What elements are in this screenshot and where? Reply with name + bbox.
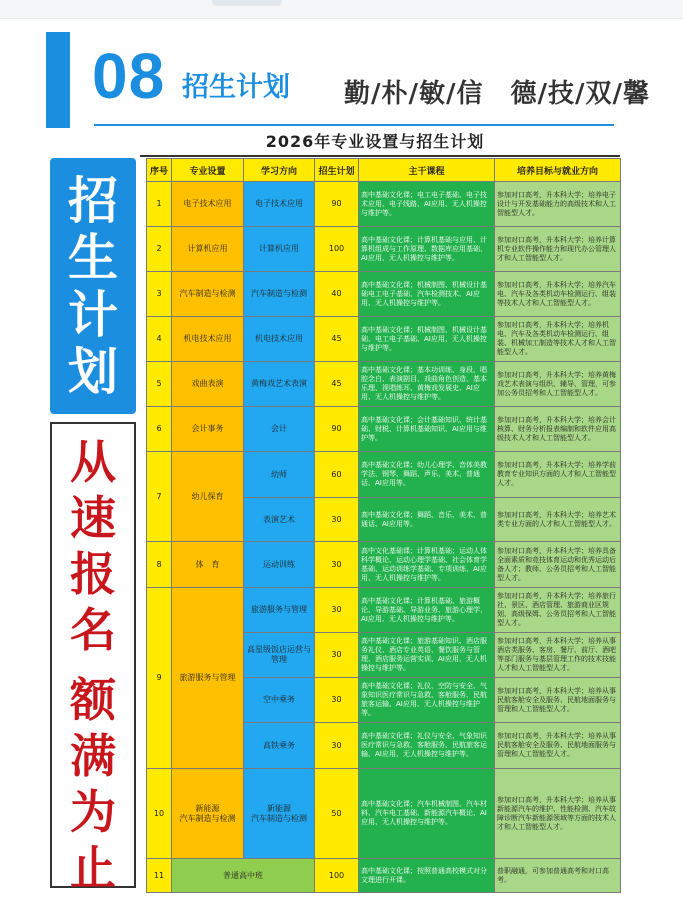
cell-num: 3 bbox=[147, 272, 172, 317]
cell-courses: 高中基础文化课；按照普通高校模式对分文理进行开课。 bbox=[359, 859, 495, 893]
cell-courses: 高中基础文化课；礼仪、空防与安全、气象知识医疗常识与急救、客舱服务、民航旅客运输、AI应用、无人机操控与维护等。 bbox=[359, 678, 495, 723]
table-row bbox=[147, 272, 621, 317]
banner-char: 名 bbox=[70, 603, 116, 657]
cell-courses: 高中基础文化课；礼仪与安全、气象知识医疗常识与急救、客舱服务、民航旅客运输、AI应用、无人机操控与维护等。 bbox=[359, 723, 495, 769]
cell-goals: 参加对口高考，升本科大学；培养黄梅戏艺术表演与组织、辅导、管理，可参加公务员招考和人工智能型人才。 bbox=[495, 362, 621, 407]
cell-major: 机电技术应用 bbox=[172, 317, 244, 362]
cell-goals: 参加对口高考，升本科大学；培养从事酒店类服务、客房、餐厅、前厅、酒吧等部门服务与基层管理工作的技术技能人才和人工智能型人才。 bbox=[495, 633, 621, 678]
section-accent-bar bbox=[46, 32, 70, 128]
section-number: 08 bbox=[92, 40, 166, 112]
banner-char: 止 bbox=[70, 841, 116, 895]
cell-major: 计算机应用 bbox=[172, 227, 244, 272]
cell-direction: 高星级饭店运营与管理 bbox=[244, 633, 315, 678]
cell-goals: 参加对口高考，升本科大学；培养电子设计与开发基础能力的高级技术和人工智能型人才。 bbox=[495, 182, 621, 227]
cell-direction: 黄梅戏艺术表演 bbox=[244, 362, 315, 407]
cell-direction: 新能源 汽车制造与检测 bbox=[244, 769, 315, 859]
cell-plan: 45 bbox=[315, 362, 359, 407]
banner-char: 从 bbox=[70, 435, 116, 489]
cell-plan: 90 bbox=[315, 407, 359, 452]
cell-plan: 30 bbox=[315, 633, 359, 678]
cell-goals: 参加对口高考，升本科大学；培养机电、汽车及各类机动车检测运行、组装、机械加工制造等技术人才和人工智能型人才。 bbox=[495, 317, 621, 362]
cell-courses: 高中基础文化课；基本功训练、身段、唱腔念白、表演剧目、戏曲角色创造、基本乐理、视唱练耳、黄梅戏发展史、AI应用、无人机操控与维护等。 bbox=[359, 362, 495, 407]
banner-char: 生 bbox=[68, 228, 118, 287]
cell-goals: 参加对口高考，升本科大学；培养从事新能源汽车的维护、性能检测、汽车故障诊断汽车新能源领域等方面的技术人才和人工智能型人才。 bbox=[495, 769, 621, 859]
cell-direction: 空中乘务 bbox=[244, 678, 315, 723]
cell-major: 普通高中班 bbox=[172, 859, 315, 893]
cell-plan: 100 bbox=[315, 859, 359, 893]
header-major: 专业设置 bbox=[172, 159, 244, 182]
banner-char: 招 bbox=[68, 171, 118, 230]
table-row bbox=[147, 588, 621, 633]
cell-num: 2 bbox=[147, 227, 172, 272]
banner-char: 报 bbox=[70, 547, 116, 601]
cell-plan: 30 bbox=[315, 542, 359, 588]
table-row bbox=[147, 362, 621, 407]
tab-stub bbox=[212, 0, 282, 6]
header-num: 序号 bbox=[147, 159, 172, 182]
cell-major: 幼儿保育 bbox=[172, 452, 244, 542]
cell-plan: 50 bbox=[315, 769, 359, 859]
header-plan: 招生计划 bbox=[315, 159, 359, 182]
cell-plan: 30 bbox=[315, 678, 359, 723]
cell-goals: 参加对口高考，升本科大学；培养从事民航客舱安全及服务、民航地面服务与管理和人工智能型人才。 bbox=[495, 678, 621, 723]
cell-plan: 60 bbox=[315, 452, 359, 498]
cell-num: 5 bbox=[147, 362, 172, 407]
cell-goals: 参加对口高考，升本科大学；培养旅行社、景区、酒店管理、旅游商业区规划、高级保姆、公务员招考和人工智能型人才。 bbox=[495, 588, 621, 633]
cell-courses: 高中基础文化课；幼儿心理学、音体美教学法、钢琴、舞蹈、声乐、美术、普通话、AI应用等。 bbox=[359, 452, 495, 498]
table-row bbox=[147, 227, 621, 272]
browser-top-strip bbox=[0, 0, 683, 19]
cell-num: 8 bbox=[147, 542, 172, 588]
table-row bbox=[147, 317, 621, 362]
cell-courses: 高中基础文化课；机械制图、机械设计基础电工电子基础、汽车检测技术、AI应用、无人机操控与维护等。 bbox=[359, 272, 495, 317]
cell-major: 新能源 汽车制造与检测 bbox=[172, 769, 244, 859]
table-row bbox=[147, 452, 621, 498]
cell-num: 1 bbox=[147, 182, 172, 227]
cell-goals: 参加对口高考，升本科大学；培养汽车电、汽车及各类机动车检测运行、组装等技术人才和人工智能型人才。 bbox=[495, 272, 621, 317]
header-goals: 培养目标与就业方向 bbox=[495, 159, 621, 182]
section-title: 招生计划 bbox=[182, 72, 290, 103]
side-banner-text bbox=[50, 172, 136, 400]
cell-major: 会计事务 bbox=[172, 407, 244, 452]
title-divider bbox=[140, 155, 620, 157]
cell-num: 9 bbox=[147, 588, 172, 769]
header-courses: 主干课程 bbox=[359, 159, 495, 182]
cell-direction: 表演艺术 bbox=[244, 498, 315, 542]
side-banner-slogan bbox=[50, 422, 136, 895]
table-row bbox=[147, 769, 621, 859]
cell-goals: 参加对口高考，升本科大学；培养学前教育专业知识方面的人才和人工智能型人才。 bbox=[495, 452, 621, 498]
banner-char: 为 bbox=[70, 785, 116, 839]
cell-goals: 参加对口高考，升本科大学；培养计算机专业软件操作能力和现代办公管理人才和人工智能型人才。 bbox=[495, 227, 621, 272]
cell-major: 戏曲表演 bbox=[172, 362, 244, 407]
banner-char bbox=[52, 658, 134, 672]
school-motto: 勤/朴/敏/信 德/技/双/馨 bbox=[344, 79, 650, 109]
cell-plan: 30 bbox=[315, 723, 359, 769]
cell-courses: 高中基础文化课；机械制图、机械设计基础、电工电子基础、AI应用、无人机操控与维护等。 bbox=[359, 317, 495, 362]
cell-goals: 参加对口高考，升本科大学；培养艺术类专业方面的人才和人工智能型人才。 bbox=[495, 498, 621, 542]
side-banner-blue bbox=[50, 158, 136, 414]
header-divider bbox=[94, 124, 614, 126]
cell-courses: 高中基础文化课；计算机基础与应用、计算机组成与工作原理、数据库应用基础、AI应用、无人机操控与维护等。 bbox=[359, 227, 495, 272]
cell-num: 7 bbox=[147, 452, 172, 542]
banner-char: 额 bbox=[70, 673, 116, 727]
cell-goals: 参加对口高考，升本科大学；培养会计核算、财务分析报表编制和软件应用高级技术人才和人工智能型人才。 bbox=[495, 407, 621, 452]
cell-plan: 90 bbox=[315, 182, 359, 227]
banner-char: 划 bbox=[68, 342, 118, 401]
table-title: 2026年专业设置与招生计划 bbox=[265, 132, 485, 151]
cell-courses: 高中基础文化课；会计基础知识、统计基础、财税、计算机基础知识、AI应用与维护等。 bbox=[359, 407, 495, 452]
cell-major: 汽车制造与检测 bbox=[172, 272, 244, 317]
cell-direction: 计算机应用 bbox=[244, 227, 315, 272]
cell-plan: 45 bbox=[315, 317, 359, 362]
table-row bbox=[147, 182, 621, 227]
cell-plan: 100 bbox=[315, 227, 359, 272]
side-slogan-text bbox=[52, 434, 134, 896]
cell-goals: 参加对口高考，升本科大学；培养具备全面素质和竞技体育运动和优秀运动后备人才；教师、公务员招考和人工智能型人才。 bbox=[495, 542, 621, 588]
cell-direction: 旅游服务与管理 bbox=[244, 588, 315, 633]
cell-num: 6 bbox=[147, 407, 172, 452]
cell-direction: 机电技术应用 bbox=[244, 317, 315, 362]
cell-plan: 30 bbox=[315, 588, 359, 633]
header-direction: 学习方向 bbox=[244, 159, 315, 182]
banner-char: 计 bbox=[68, 285, 118, 344]
cell-major: 旅游服务与管理 bbox=[172, 588, 244, 769]
cell-courses: 高中基础文化课；旅游基础知识、酒店服务礼仪、酒店专业英语、餐饮服务与管理、酒店服务运营实训、AI应用、无人机操控与维护等。 bbox=[359, 633, 495, 678]
cell-num: 11 bbox=[147, 859, 172, 893]
cell-plan: 40 bbox=[315, 272, 359, 317]
cell-major: 体 育 bbox=[172, 542, 244, 588]
banner-char: 速 bbox=[70, 491, 116, 545]
cell-courses: 高中基础文化课；汽车机械制图、汽车材料、汽车电工基础、新能源汽车概论、AI应用、无人机操控与维护等。 bbox=[359, 769, 495, 859]
table-row bbox=[147, 859, 621, 893]
cell-courses: 高中基础文化课；舞蹈、音乐、美术、普通话、AI应用等。 bbox=[359, 498, 495, 542]
cell-major: 电子技术应用 bbox=[172, 182, 244, 227]
cell-num: 10 bbox=[147, 769, 172, 859]
cell-direction: 汽车制造与检测 bbox=[244, 272, 315, 317]
cell-courses: 高中文化基础课；计算机基础；运动人体科学概论、运动心理学基础、社会体育学基础、运动训练学基础、专项训练、AI应用、无人机操控与维护等。 bbox=[359, 542, 495, 588]
banner-char: 满 bbox=[70, 729, 116, 783]
cell-direction: 会计 bbox=[244, 407, 315, 452]
enrollment-plan-table bbox=[146, 158, 621, 893]
cell-num: 4 bbox=[147, 317, 172, 362]
cell-courses: 高中基础文化课；计算机基础、旅游概论、导游基础、导游业务、旅游心理学、AI应用、无人机操控与维护等。 bbox=[359, 588, 495, 633]
cell-direction: 运动训练 bbox=[244, 542, 315, 588]
cell-direction: 幼师 bbox=[244, 452, 315, 498]
cell-plan: 30 bbox=[315, 498, 359, 542]
table-row bbox=[147, 407, 621, 452]
cell-direction: 高铁乘务 bbox=[244, 723, 315, 769]
cell-courses: 高中基础文化课；电工电子基础、电子技术应用、电子线路、AI应用、无人机操控与维护等。 bbox=[359, 182, 495, 227]
cell-goals: 参加对口高考，升本科大学；培养从事民航客舱安全及服务、民航地面服务与管理和人工智能型人才。 bbox=[495, 723, 621, 769]
cell-direction: 电子技术应用 bbox=[244, 182, 315, 227]
table-header-row bbox=[147, 159, 621, 182]
cell-goals: 普职融通，可参加普通高考和对口高考。 bbox=[495, 859, 621, 893]
table-row bbox=[147, 542, 621, 588]
